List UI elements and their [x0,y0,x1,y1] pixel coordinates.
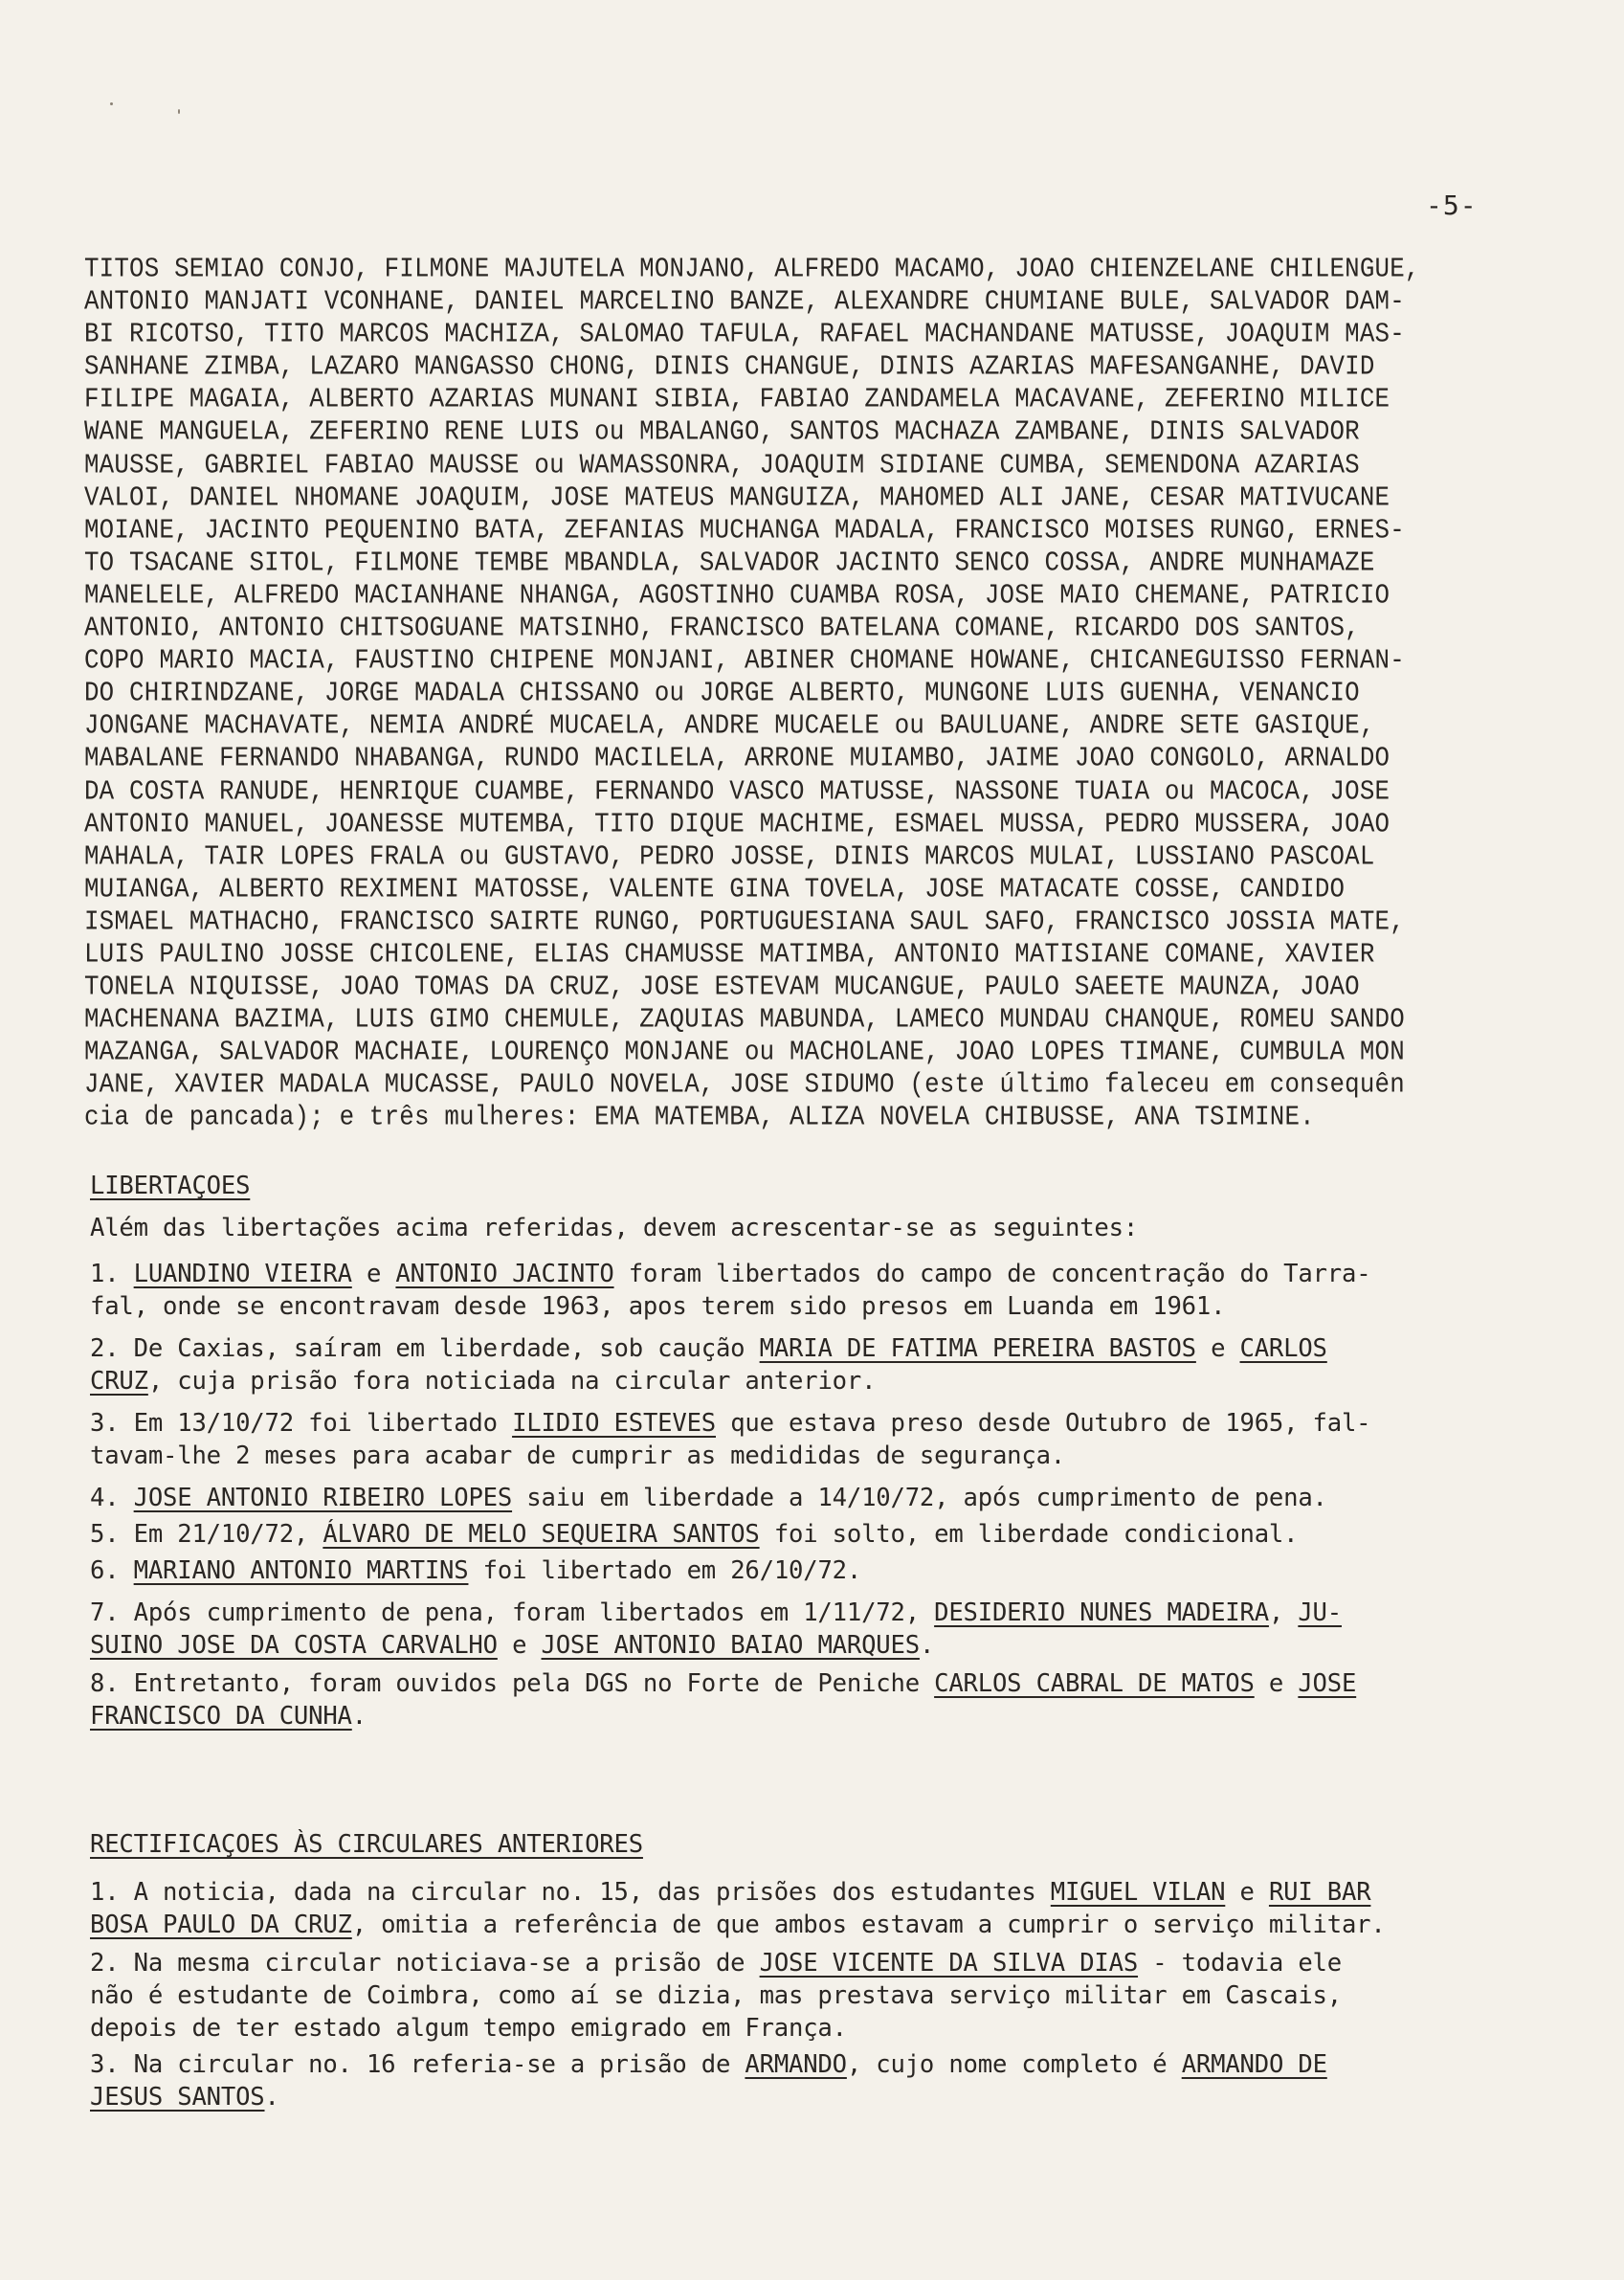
rectificacao-item-2: 2. Na mesma circular noticiava-se a prisão de JOSE VICENTE DA SILVA DIAS - todavia ele não é estudante de Coimbra, como aí se dizia, mas prestava serviço militar em Cascais, depois de ter estado algum tempo emigrado em França. [90,1949,1342,2043]
names-line: TONELA NIQUISSE, JOAO TOMAS DA CRUZ, JOSE ESTEVAM MUCANGUE, PAULO SAEETE MAUNZA, JOAO [84,972,1360,1003]
libertacao-item-3: 3. Em 13/10/72 foi libertado ILIDIO ESTEVES que estava preso desde Outubro de 1965, fal- tavam-lhe 2 meses para acabar de cumprir as medididas de segurança. [90,1409,1371,1470]
names-line: MACHENANA BAZIMA, LUIS GIMO CHEMULE, ZAQUIAS MABUNDA, LAMECO MUNDAU CHANQUE, ROMEU SANDO [84,1004,1405,1036]
names-list [84,254,1587,1135]
libertacao-item-7: 7. Após cumprimento de pena, foram libertados em 1/11/72, DESIDERIO NUNES MADEIRA, JU- SUINO JOSE DA COSTA CARVALHO e JOSE ANTONIO BAIAO MARQUES. [90,1598,1342,1660]
names-line: COPO MARIO MACIA, FAUSTINO CHIPENE MONJANI, ABINER CHOMANE HOWANE, CHICANEGUISSO FERNAN- [84,645,1405,677]
names-line: MAHALA, TAIR LOPES FRALA ou GUSTAVO, PEDRO JOSSE, DINIS MARCOS MULAI, LUSSIANO PASCOAL [84,840,1375,873]
names-line: TITOS SEMIAO CONJO, FILMONE MAJUTELA MONJANO, ALFREDO MACAMO, JOAO CHIENZELANE CHILENGUE, [84,254,1420,285]
libertacao-item-8: 8. Entretanto, foram ouvidos pela DGS no Forte de Peniche CARLOS CABRAL DE MATOS e JOSE FRANCISCO DA CUNHA. [90,1669,1357,1731]
libertacao-item-2: 2. De Caxias, saíram em liberdade, sob caução MARIA DE FATIMA PEREIRA BASTOS e CARLOS CRUZ, cuja prisão fora noticiada na circular anterior. [90,1334,1327,1396]
names-line: JONGANE MACHAVATE, NEMIA ANDRÉ MUCAELA, ANDRE MUCAELE ou BAULUANE, ANDRE SETE GASIQUE, [84,710,1375,742]
names-line: ANTONIO MANJATI VCONHANE, DANIEL MARCELINO BANZE, ALEXANDRE CHUMIANE BULE, SALVADOR DAM- [84,286,1405,318]
paper-speck [178,109,180,114]
libertacoes-intro: Além das libertações acima referidas, devem acrescentar-se as seguintes: [90,1214,1139,1242]
libertacao-item-4: 4. JOSE ANTONIO RIBEIRO LOPES saiu em liberdade a 14/10/72, após cumprimento de pena. [90,1484,1327,1512]
rectificacao-item-1: 1. A noticia, dada na circular no. 15, das prisões dos estudantes MIGUEL VILAN e RUI BAR BOSA PAULO DA CRUZ, omitia a referência de que ambos estavam a cumprir o serviço militar. [90,1878,1386,1939]
names-line: MUIANGA, ALBERTO REXIMENI MATOSSE, VALENTE GINA TOVELA, JOSE MATACATE COSSE, CANDIDO [84,873,1346,905]
names-line: MANELELE, ALFREDO MACIANHANE NHANGA, AGOSTINHO CUAMBA ROSA, JOSE MAIO CHEMANE, PATRICIO [84,580,1390,612]
names-line: MOIANE, JACINTO PEQUENINO BATA, ZEFANIAS MUCHANGA MADALA, FRANCISCO MOISES RUNGO, ERNES- [84,514,1405,547]
names-line: TO TSACANE SITOL, FILMONE TEMBE MBANDLA, SALVADOR JACINTO SENCO COSSA, ANDRE MUNHAMAZE [84,548,1375,579]
paper-speck [110,102,113,105]
names-line: MABALANE FERNANDO NHABANGA, RUNDO MACILELA, ARRONE MUIAMBO, JAIME JOAO CONGOLO, ARNALDO [84,743,1390,775]
libertacao-item-6: 6. MARIANO ANTONIO MARTINS foi libertado em 26/10/72. [90,1556,862,1585]
libertacao-item-5: 5. Em 21/10/72, ÁLVARO DE MELO SEQUEIRA SANTOS foi solto, em liberdade condicional. [90,1520,1299,1549]
names-line: BI RICOTSO, TITO MARCOS MACHIZA, SALOMAO TAFULA, RAFAEL MACHANDANE MATUSSE, JOAQUIM MAS- [84,319,1405,350]
rectificacoes-section [90,1828,1592,2113]
names-line: FILIPE MAGAIA, ALBERTO AZARIAS MUNANI SIBIA, FABIAO ZANDAMELA MACAVANE, ZEFERINO MILICE [84,384,1390,416]
names-line: WANE MANGUELA, ZEFERINO RENE LUIS ou MBALANGO, SANTOS MACHAZA ZAMBANE, DINIS SALVADOR [84,416,1360,449]
page-number: -5- [1426,190,1478,221]
names-line: MAZANGA, SALVADOR MACHAIE, LOURENÇO MONJANE ou MACHOLANE, JOAO LOPES TIMANE, CUMBULA MON [84,1037,1405,1068]
names-line: cia de pancada); e três mulheres: EMA MATEMBA, ALIZA NOVELA CHIBUSSE, ANA TSIMINE. [84,1102,1315,1134]
names-line: DO CHIRINDZANE, JORGE MADALA CHISSANO ou JORGE ALBERTO, MUNGONE LUIS GUENHA, VENANCIO [84,678,1360,709]
names-line: LUIS PAULINO JOSSE CHICOLENE, ELIAS CHAMUSSE MATIMBA, ANTONIO MATISIANE COMANE, XAVIER [84,939,1375,971]
libertacoes-section [90,1170,1592,1732]
names-line: SANHANE ZIMBA, LAZARO MANGASSO CHONG, DINIS CHANGUE, DINIS AZARIAS MAFESANGANHE, DAVID [84,351,1375,383]
names-line: MAUSSE, GABRIEL FABIAO MAUSSE ou WAMASSONRA, JOAQUIM SIDIANE CUMBA, SEMENDONA AZARIAS [84,449,1360,481]
libertacao-item-1: 1. LUANDINO VIEIRA e ANTONIO JACINTO foram libertados do campo de concentração do Tarra- fal, onde se encontravam desde 1963, apos terem sido presos em Luanda em 1961. [90,1260,1371,1321]
names-line: JANE, XAVIER MADALA MUCASSE, PAULO NOVELA, JOSE SIDUMO (este último faleceu em consequên [84,1069,1405,1102]
libertacoes-heading: LIBERTAÇOES [90,1172,251,1200]
names-line: VALOI, DANIEL NHOMANE JOAQUIM, JOSE MATEUS MANGUIZA, MAHOMED ALI JANE, CESAR MATIVUCANE [84,481,1390,514]
names-line: ANTONIO, ANTONIO CHITSOGUANE MATSINHO, FRANCISCO BATELANA COMANE, RICARDO DOS SANTOS, [84,613,1360,644]
rectificacao-item-3: 3. Na circular no. 16 referia-se a prisão de ARMANDO, cujo nome completo é ARMANDO DE JESUS SANTOS. [90,2050,1327,2112]
rectificacoes-heading: RECTIFICAÇOES ÀS CIRCULARES ANTERIORES [90,1830,643,1859]
names-line: ISMAEL MATHACHO, FRANCISCO SAIRTE RUNGO, PORTUGUESIANA SAUL SAFO, FRANCISCO JOSSIA MATE, [84,906,1405,938]
names-line: DA COSTA RANUDE, HENRIQUE CUAMBE, FERNANDO VASCO MATUSSE, NASSONE TUAIA ou MACOCA, JOSE [84,775,1390,808]
names-line: ANTONIO MANUEL, JOANESSE MUTEMBA, TITO DIQUE MACHIME, ESMAEL MUSSA, PEDRO MUSSERA, JOAO [84,808,1390,840]
